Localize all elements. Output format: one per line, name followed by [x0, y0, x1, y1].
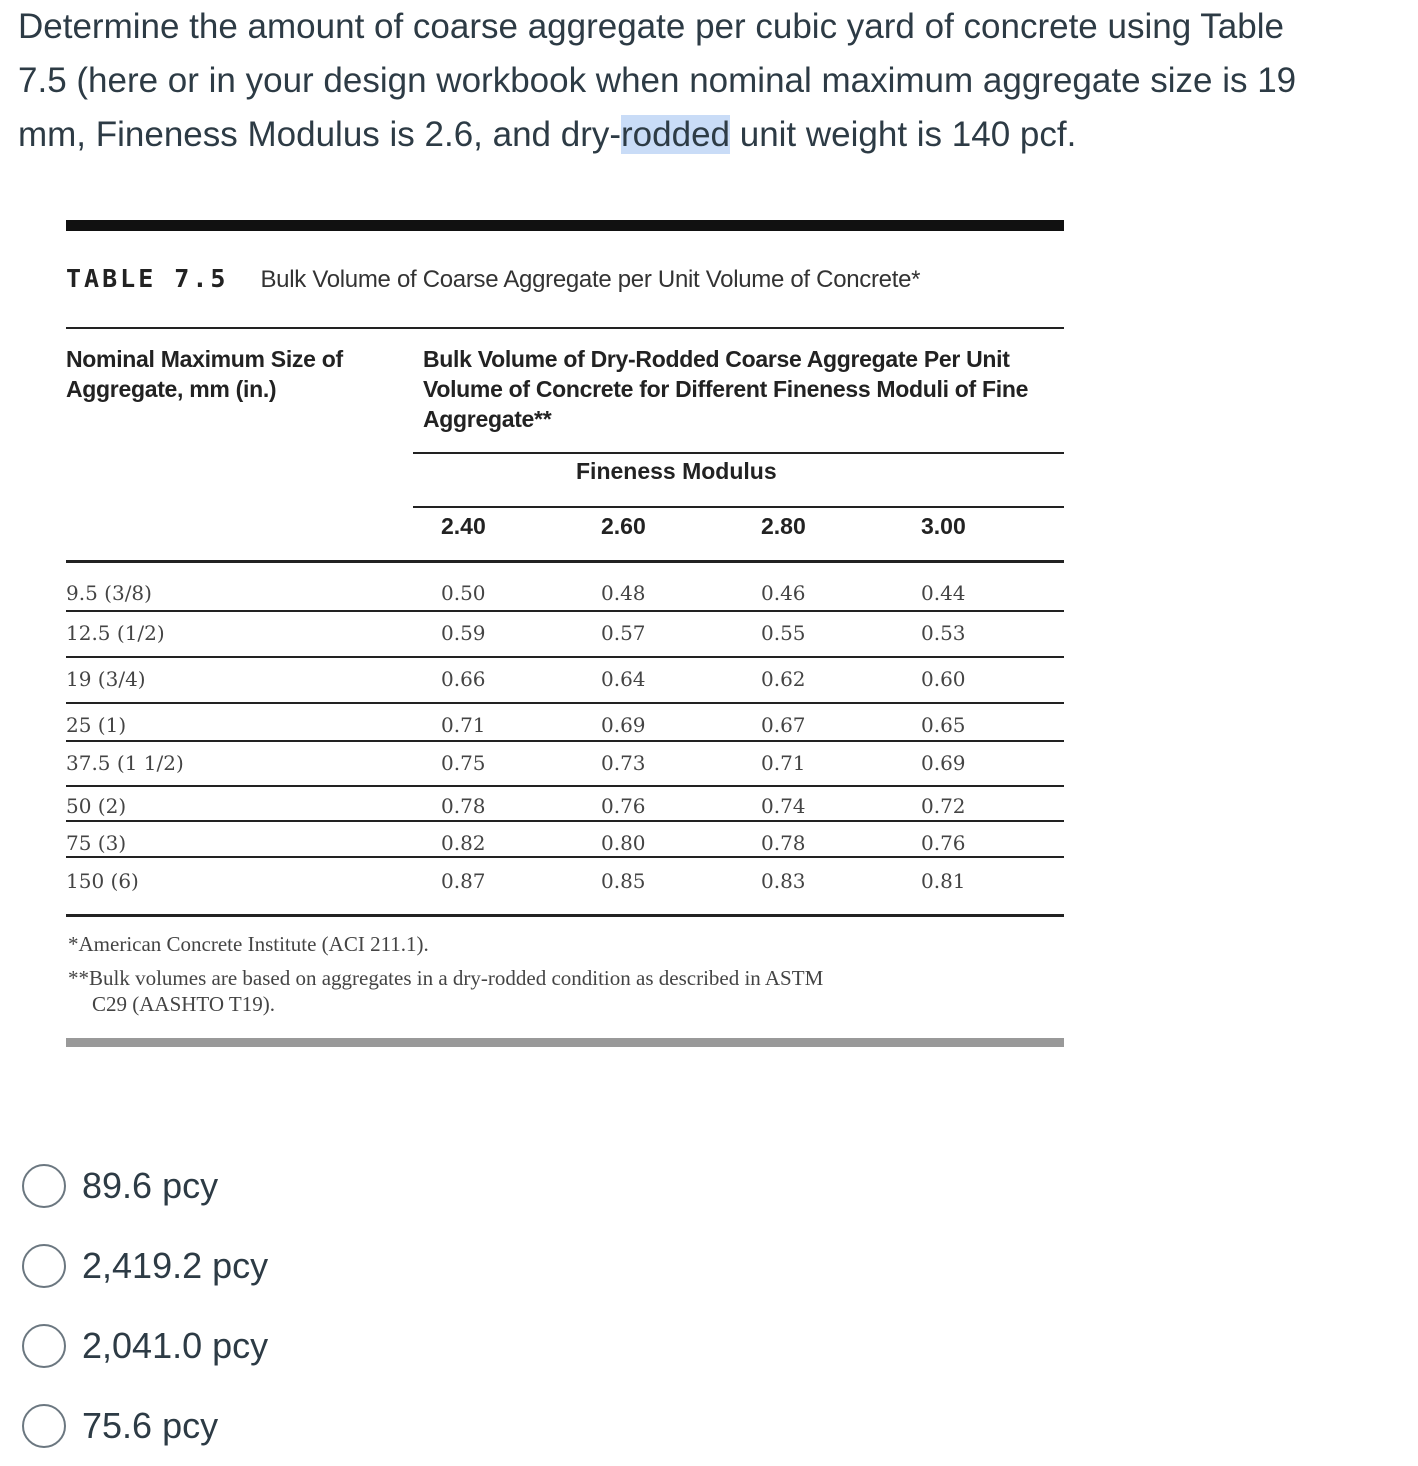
answer-option[interactable]	[22, 1146, 268, 1226]
table-number: TABLE 7.5	[66, 264, 229, 293]
radio-button[interactable]	[22, 1324, 66, 1368]
footnote-1: *American Concrete Institute (ACI 211.1).	[68, 932, 429, 956]
value-cell: 0.65	[921, 713, 966, 737]
table-rule	[66, 656, 1064, 658]
value-cell: 0.62	[761, 667, 806, 691]
answer-option-label[interactable]: 89.6 pcy	[82, 1165, 219, 1206]
table-row	[66, 794, 1064, 830]
question-line-1: Determine the amount of coarse aggregate per cubic yard of concrete using Table	[18, 7, 1284, 46]
table-rule	[66, 560, 1064, 563]
answer-options	[22, 1146, 268, 1466]
table-row	[66, 831, 1064, 867]
table-rule	[66, 610, 1064, 612]
radio-button[interactable]	[22, 1164, 66, 1208]
table-rule	[66, 702, 1064, 704]
value-cell: 0.53	[921, 621, 966, 645]
table-rule	[66, 914, 1064, 917]
value-cell: 0.64	[601, 667, 646, 691]
table-row	[66, 869, 1064, 905]
table-row	[66, 751, 1064, 787]
footnote-2: **Bulk volumes are based on aggregates in a dry-rodded condition as described in ASTM	[68, 966, 824, 990]
table-rule	[66, 740, 1064, 742]
fm-value: 2.40	[441, 513, 486, 539]
question-line-2: 7.5 (here or in your design workbook when nominal maximum aggregate size is 19	[18, 61, 1297, 100]
question-line-3	[18, 108, 1413, 162]
value-cell: 0.71	[441, 713, 486, 737]
value-cell: 0.66	[441, 667, 486, 691]
table-rule	[66, 327, 1064, 329]
size-cell: 150 (6)	[66, 869, 139, 893]
value-cell: 0.48	[601, 581, 646, 605]
value-cell: 0.76	[601, 794, 646, 818]
question-text	[18, 0, 1413, 162]
question-line-3-end: unit weight is 140 pcf.	[730, 115, 1077, 154]
table-row	[66, 667, 1064, 703]
table-top-bar	[66, 220, 1064, 231]
value-cell: 0.72	[921, 794, 966, 818]
value-cell: 0.59	[441, 621, 486, 645]
table-title: Bulk Volume of Coarse Aggregate per Unit Volume of Concrete*	[260, 266, 921, 293]
table-rule	[66, 820, 1064, 822]
table-row	[66, 621, 1064, 657]
size-cell: 12.5 (1/2)	[66, 621, 165, 645]
answer-option[interactable]	[22, 1386, 268, 1466]
value-cell: 0.69	[921, 751, 966, 775]
fm-value: 2.80	[761, 513, 806, 539]
answer-option-label[interactable]: 2,041.0 pcy	[82, 1325, 269, 1366]
size-cell: 37.5 (1 1/2)	[66, 751, 184, 775]
value-cell: 0.46	[761, 581, 806, 605]
value-cell: 0.71	[761, 751, 806, 775]
value-cell: 0.73	[601, 751, 646, 775]
size-cell: 9.5 (3/8)	[66, 581, 152, 605]
answer-option[interactable]	[22, 1226, 268, 1306]
value-cell: 0.75	[441, 751, 486, 775]
answer-option[interactable]	[22, 1306, 268, 1386]
size-cell: 19 (3/4)	[66, 667, 146, 691]
table-rule	[66, 856, 1064, 858]
value-cell: 0.44	[921, 581, 966, 605]
size-cell: 25 (1)	[66, 713, 127, 737]
size-column-header: Nominal Maximum Size of Aggregate, mm (in.)	[66, 346, 343, 402]
footnote-3: C29 (AASHTO T19).	[92, 992, 275, 1016]
radio-button[interactable]	[22, 1404, 66, 1448]
value-cell: 0.87	[441, 869, 486, 893]
value-cell: 0.80	[601, 831, 646, 855]
fm-value: 2.60	[601, 513, 646, 539]
fineness-modulus-label: Fineness Modulus	[576, 458, 777, 484]
highlighted-word: rodded	[621, 115, 730, 154]
size-cell: 50 (2)	[66, 794, 127, 818]
value-cell: 0.78	[761, 831, 806, 855]
table-rule	[413, 452, 1064, 454]
table-bottom-bar	[66, 1038, 1064, 1047]
bulk-volume-header: Bulk Volume of Dry-Rodded Coarse Aggregate Per Unit Volume of Concrete for Different Fineness Moduli of Fine Aggregate**	[423, 346, 1029, 432]
answer-option-label[interactable]: 2,419.2 pcy	[82, 1245, 269, 1286]
value-cell: 0.85	[601, 869, 646, 893]
value-cell: 0.50	[441, 581, 486, 605]
table-caption	[66, 264, 920, 294]
table-7-5-image	[66, 220, 1064, 1050]
value-cell: 0.55	[761, 621, 806, 645]
answer-option-label[interactable]: 75.6 pcy	[82, 1405, 219, 1446]
value-cell: 0.57	[601, 621, 646, 645]
value-cell: 0.67	[761, 713, 806, 737]
value-cell: 0.81	[921, 869, 966, 893]
value-cell: 0.60	[921, 667, 966, 691]
value-cell: 0.69	[601, 713, 646, 737]
question-line-3-start: mm, Fineness Modulus is 2.6, and dry-	[18, 115, 622, 154]
value-cell: 0.78	[441, 794, 486, 818]
value-cell: 0.74	[761, 794, 806, 818]
value-cell: 0.82	[441, 831, 486, 855]
table-rule	[66, 785, 1064, 787]
value-cell: 0.76	[921, 831, 966, 855]
size-cell: 75 (3)	[66, 831, 127, 855]
radio-button[interactable]	[22, 1244, 66, 1288]
table-rule	[413, 506, 1064, 508]
table-row	[66, 713, 1064, 749]
value-cell: 0.83	[761, 869, 806, 893]
fm-value: 3.00	[921, 513, 966, 539]
